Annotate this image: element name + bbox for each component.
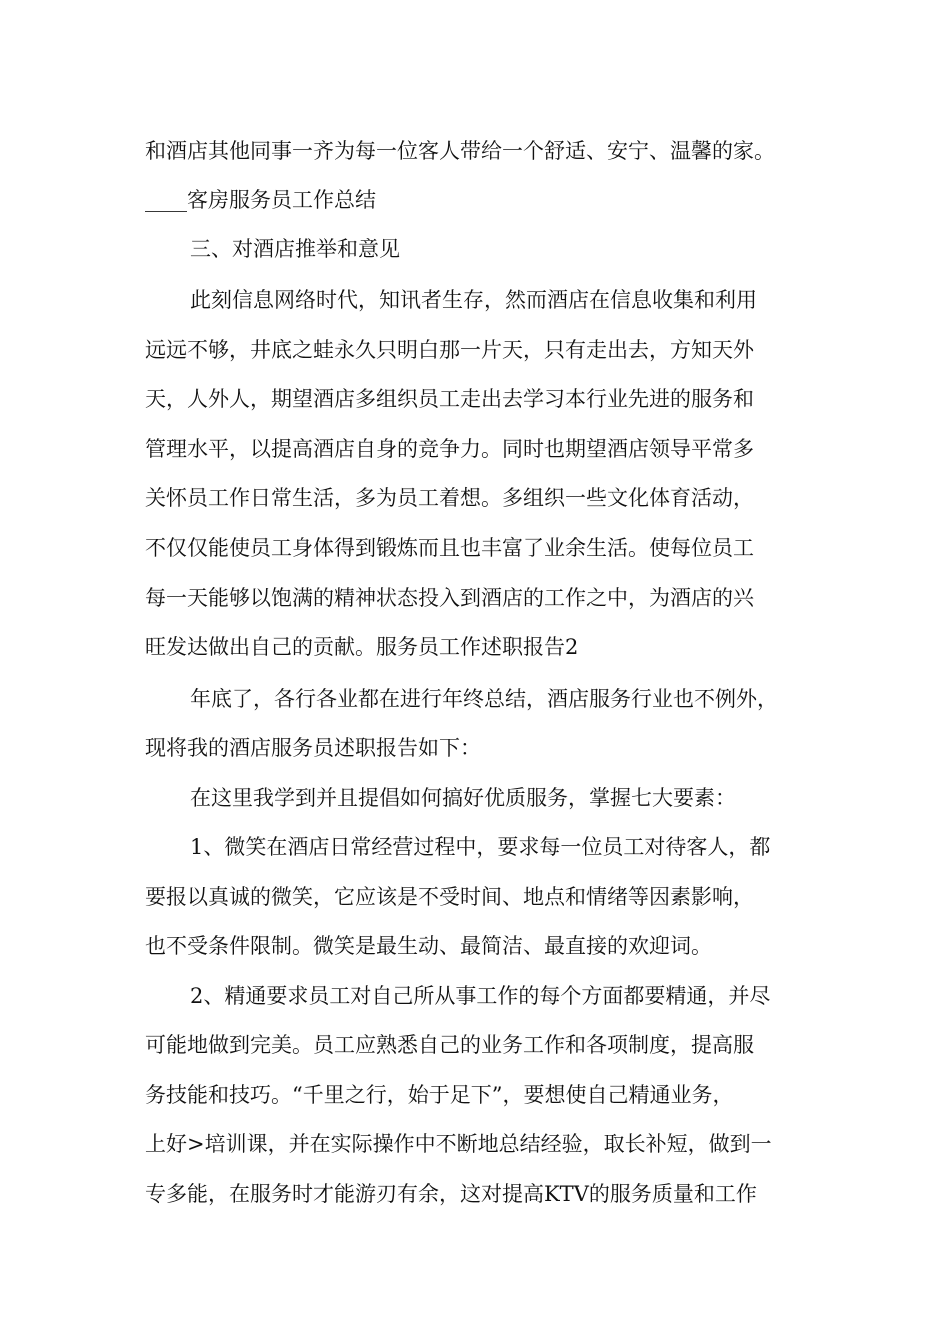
list-item-line: 专多能，在服务时才能游刃有余，这对提高KTV的服务质量和工作 [145,1182,757,1206]
list-item-line: 上好>培训课，并在实际操作中不断地总结经验，取长补短，做到一 [145,1132,772,1156]
paragraph-line: 在这里我学到并且提倡如何搞好优质服务，掌握七大要素： [190,786,736,810]
text-line: 和酒店其他同事一齐为每一位客人带给一个舒适、安宁、温馨的家。 [145,139,775,163]
paragraph-line: 此刻信息网络时代，知讯者生存，然而酒店在信息收集和利用 [190,288,757,312]
list-item-line: 务技能和技巧。“千里之行，始于足下”，要想使自己精通业务， [145,1083,734,1107]
section-heading: 三、对酒店推举和意见 [190,237,400,261]
paragraph-line: 年底了，各行各业都在进行年终总结，酒店服务行业也不例外， [190,687,778,711]
paragraph-line: 天，人外人，期望酒店多组织员工走出去学习本行业先进的服务和 [145,387,754,411]
paragraph-line: 不仅仅能使员工身体得到锻炼而且也丰富了业余生活。使每位员工 [145,536,754,560]
paragraph-line: 每一天能够以饱满的精神状态投入到酒店的工作之中，为酒店的兴 [145,586,754,610]
list-item-line: 2、精通要求员工对自己所从事工作的每个方面都要精通，并尽 [190,984,771,1008]
list-item-line: 可能地做到完美。员工应熟悉自己的业务工作和各项制度，提高服 [145,1033,754,1057]
paragraph-line: 旺发达做出自己的贡献。服务员工作述职报告2 [145,635,579,659]
list-item-line: 要报以真诚的微笑，它应该是不受时间、地点和情绪等因素影响， [145,885,754,909]
list-item-line: 也不受条件限制。微笑是最生动、最简洁、最直接的欢迎词。 [145,934,712,958]
paragraph-line: 现将我的酒店服务员述职报告如下： [145,736,481,760]
paragraph-line: 远远不够，井底之蛙永久只明白那一片天，只有走出去，方知天外 [145,338,754,362]
paragraph-line: 关怀员工作日常生活，多为员工着想。多组织一些文化体育活动， [145,486,754,510]
list-item-line: 1、微笑在酒店日常经营过程中，要求每一位员工对待客人，都 [190,835,771,859]
text-line: ____客房服务员工作总结 [145,188,376,212]
paragraph-line: 管理水平，以提高酒店自身的竞争力。同时也期望酒店领导平常多 [145,437,754,461]
